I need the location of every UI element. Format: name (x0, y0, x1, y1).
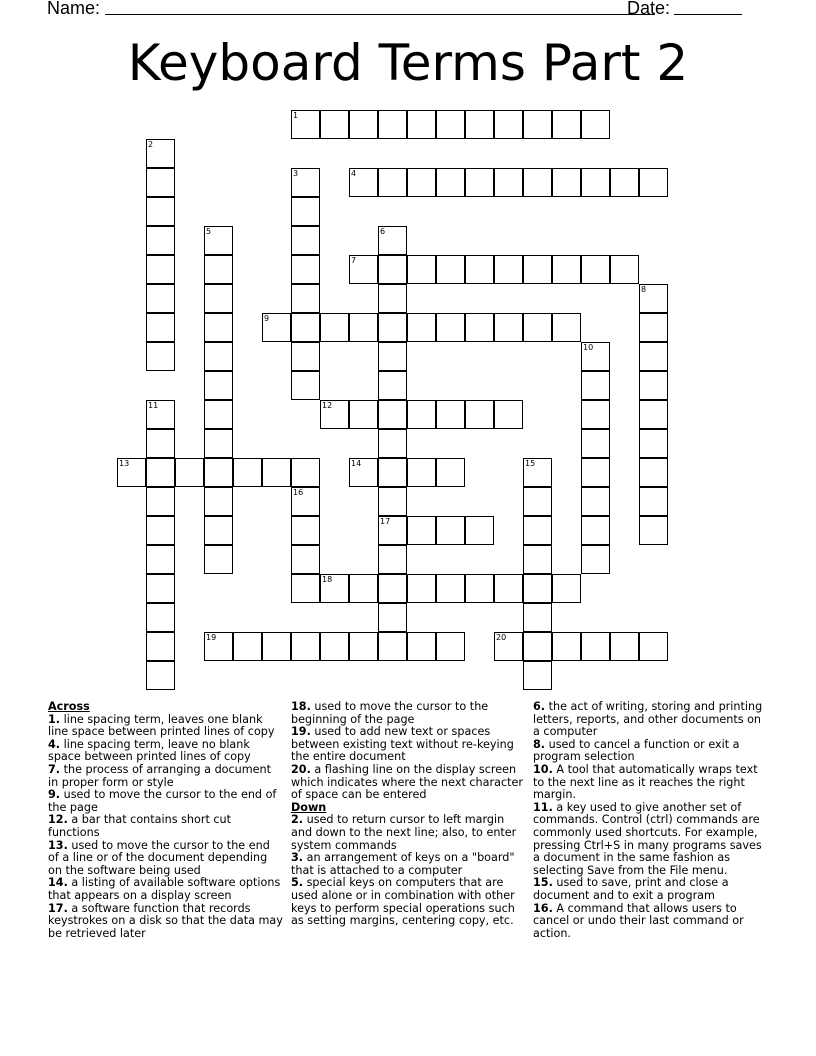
cell-number: 5 (206, 227, 212, 236)
grid-cell[interactable] (523, 603, 552, 632)
grid-cell[interactable] (320, 400, 349, 429)
clue-text: used to move the cursor to the end of a line or of the document depending on the software being used (48, 838, 270, 877)
grid-cell[interactable] (146, 168, 175, 197)
grid-cell[interactable] (349, 574, 378, 603)
clue-number: 1. (48, 712, 61, 726)
clue-number: 11. (533, 800, 553, 814)
clue-across-18 (291, 701, 527, 726)
cell-number: 9 (264, 314, 270, 323)
grid-cell[interactable] (146, 603, 175, 632)
grid-cell[interactable] (639, 168, 668, 197)
grid-cell[interactable] (639, 371, 668, 400)
grid-cell[interactable] (465, 313, 494, 342)
grid-cell[interactable] (117, 458, 146, 487)
grid-cell[interactable] (291, 632, 320, 661)
grid-cell[interactable] (204, 429, 233, 458)
name-label: Name: (47, 0, 101, 18)
grid-cell[interactable] (146, 284, 175, 313)
clue-down-11 (533, 802, 771, 878)
grid-cell[interactable] (552, 313, 581, 342)
cell-number: 1 (293, 111, 299, 120)
grid-cell[interactable] (291, 458, 320, 487)
grid-cell[interactable] (523, 516, 552, 545)
down-heading: Down (291, 800, 327, 814)
grid-cell[interactable] (146, 400, 175, 429)
grid-cell[interactable] (204, 458, 233, 487)
clues-column-3 (533, 701, 771, 940)
grid-cell[interactable] (378, 226, 407, 255)
grid-cell[interactable] (378, 574, 407, 603)
clue-number: 4. (48, 737, 61, 751)
clues-column-2 (291, 701, 527, 928)
grid-cell[interactable] (146, 226, 175, 255)
grid-cell[interactable] (204, 487, 233, 516)
cell-number: 13 (119, 459, 130, 468)
grid-cell[interactable] (581, 342, 610, 371)
grid-cell[interactable] (552, 110, 581, 139)
grid-cell[interactable] (523, 632, 552, 661)
grid-cell[interactable] (204, 284, 233, 313)
grid-cell[interactable] (349, 632, 378, 661)
cell-number: 10 (583, 343, 594, 352)
grid-cell[interactable] (378, 545, 407, 574)
grid-cell[interactable] (581, 487, 610, 516)
grid-cell[interactable] (349, 313, 378, 342)
clue-across-19 (291, 726, 527, 764)
grid-cell[interactable] (407, 458, 436, 487)
grid-cell[interactable] (581, 516, 610, 545)
grid-cell[interactable] (407, 632, 436, 661)
grid-cell[interactable] (494, 574, 523, 603)
clue-number: 15. (533, 876, 553, 890)
grid-cell[interactable] (523, 574, 552, 603)
clue-number: 3. (291, 851, 304, 865)
grid-cell[interactable] (581, 632, 610, 661)
grid-cell[interactable] (262, 313, 291, 342)
clue-number: 2. (291, 813, 304, 827)
grid-cell[interactable] (407, 110, 436, 139)
grid-cell[interactable] (581, 371, 610, 400)
grid-cell[interactable] (581, 458, 610, 487)
grid-cell[interactable] (407, 400, 436, 429)
clue-number: 13. (48, 838, 68, 852)
grid-cell[interactable] (436, 168, 465, 197)
grid-cell[interactable] (465, 110, 494, 139)
grid-cell[interactable] (610, 168, 639, 197)
clue-number: 16. (533, 901, 553, 915)
grid-cell[interactable] (639, 342, 668, 371)
grid-cell[interactable] (378, 371, 407, 400)
grid-cell[interactable] (610, 632, 639, 661)
cell-number: 8 (641, 285, 647, 294)
grid-cell[interactable] (291, 371, 320, 400)
cell-number: 11 (148, 401, 159, 410)
cell-number: 3 (293, 169, 299, 178)
cell-number: 7 (351, 256, 357, 265)
grid-cell[interactable] (407, 313, 436, 342)
grid-cell[interactable] (291, 516, 320, 545)
grid-cell[interactable] (262, 632, 291, 661)
clue-down-8 (533, 739, 771, 764)
clue-across-1 (48, 714, 283, 739)
grid-cell[interactable] (291, 110, 320, 139)
clues-column-1 (48, 701, 283, 940)
grid-cell[interactable] (204, 255, 233, 284)
cell-number: 16 (293, 488, 304, 497)
cell-number: 12 (322, 401, 333, 410)
cell-number: 15 (525, 459, 536, 468)
grid-cell[interactable] (378, 342, 407, 371)
grid-cell[interactable] (436, 313, 465, 342)
grid-cell[interactable] (639, 487, 668, 516)
grid-cell[interactable] (146, 197, 175, 226)
grid-cell[interactable] (320, 632, 349, 661)
grid-cell[interactable] (146, 458, 175, 487)
date-label: Date: (627, 0, 671, 18)
cell-number: 17 (380, 517, 391, 526)
grid-cell[interactable] (436, 110, 465, 139)
clue-number: 7. (48, 762, 61, 776)
grid-cell[interactable] (204, 516, 233, 545)
grid-cell[interactable] (407, 574, 436, 603)
grid-cell[interactable] (552, 574, 581, 603)
clue-number: 20. (291, 762, 311, 776)
grid-cell[interactable] (320, 110, 349, 139)
grid-cell[interactable] (291, 255, 320, 284)
grid-cell[interactable] (146, 313, 175, 342)
clue-down-15 (533, 877, 771, 902)
cell-number: 4 (351, 169, 357, 178)
clue-text: line spacing term, leave no blank space between printed lines of copy (48, 737, 251, 764)
clue-text: a software function that records keystrokes on a disk so that the data may be retrieved later (48, 901, 283, 940)
grid-cell[interactable] (146, 429, 175, 458)
grid-cell[interactable] (494, 400, 523, 429)
grid-cell[interactable] (204, 400, 233, 429)
grid-cell[interactable] (523, 110, 552, 139)
grid-cell[interactable] (494, 313, 523, 342)
grid-cell[interactable] (610, 255, 639, 284)
grid-cell[interactable] (146, 632, 175, 661)
grid-cell[interactable] (146, 545, 175, 574)
grid-cell[interactable] (436, 458, 465, 487)
clue-across-4 (48, 739, 283, 764)
grid-cell[interactable] (291, 342, 320, 371)
clue-across-20 (291, 764, 527, 802)
grid-cell[interactable] (378, 313, 407, 342)
grid-cell[interactable] (378, 487, 407, 516)
grid-cell[interactable] (204, 342, 233, 371)
grid-cell[interactable] (378, 255, 407, 284)
grid-cell[interactable] (378, 632, 407, 661)
grid-cell[interactable] (378, 110, 407, 139)
grid-cell[interactable] (378, 168, 407, 197)
cell-number: 19 (206, 633, 217, 642)
grid-cell[interactable] (349, 255, 378, 284)
clue-number: 5. (291, 876, 304, 890)
grid-cell[interactable] (320, 313, 349, 342)
grid-cell[interactable] (639, 313, 668, 342)
grid-cell[interactable] (204, 545, 233, 574)
clue-down-3 (291, 852, 527, 877)
grid-cell[interactable] (146, 516, 175, 545)
grid-cell[interactable] (349, 168, 378, 197)
grid-cell[interactable] (291, 197, 320, 226)
clue-text: an arrangement of keys on a "board" that is attached to a computer (291, 851, 515, 877)
grid-cell[interactable] (349, 458, 378, 487)
clue-down-6 (533, 701, 771, 739)
grid-cell[interactable] (233, 458, 262, 487)
grid-cell[interactable] (523, 168, 552, 197)
cell-number: 2 (148, 140, 154, 149)
grid-cell[interactable] (204, 371, 233, 400)
grid-cell[interactable] (639, 400, 668, 429)
grid-cell[interactable] (407, 168, 436, 197)
grid-cell[interactable] (523, 661, 552, 690)
grid-cell[interactable] (262, 458, 291, 487)
clue-across-13 (48, 840, 283, 878)
clue-text: used to add new text or spaces between existing text without re-keying the entire document (291, 725, 514, 764)
across-heading: Across (48, 700, 90, 713)
grid-cell[interactable] (523, 487, 552, 516)
grid-cell[interactable] (146, 487, 175, 516)
clue-text: line spacing term, leaves one blank line space between printed lines of copy (48, 712, 275, 739)
grid-cell[interactable] (436, 400, 465, 429)
clue-text: used to move the cursor to the beginning of the page (291, 700, 489, 726)
clue-text: a key used to give another set of commands. Control (ctrl) commands are commonly used shortcuts. For example, pressing Ctrl+S in many programs saves a document in the same fashion as selecting Save from the File menu. (533, 800, 762, 877)
grid-cell[interactable] (581, 168, 610, 197)
grid-cell[interactable] (349, 110, 378, 139)
grid-cell[interactable] (494, 168, 523, 197)
grid-cell[interactable] (465, 255, 494, 284)
grid-cell[interactable] (204, 226, 233, 255)
clue-text: a listing of available software options that appears on a display screen (48, 876, 281, 902)
grid-cell[interactable] (494, 110, 523, 139)
grid-cell[interactable] (552, 255, 581, 284)
grid-cell[interactable] (494, 632, 523, 661)
clue-number: 6. (533, 700, 546, 713)
grid-cell[interactable] (465, 574, 494, 603)
grid-cell[interactable] (407, 255, 436, 284)
grid-cell[interactable] (378, 603, 407, 632)
clue-number: 14. (48, 876, 68, 890)
grid-cell[interactable] (175, 458, 204, 487)
grid-cell[interactable] (581, 545, 610, 574)
grid-cell[interactable] (581, 429, 610, 458)
clue-across-12 (48, 814, 283, 839)
grid-cell[interactable] (378, 516, 407, 545)
cell-number: 20 (496, 633, 507, 642)
grid-cell[interactable] (523, 545, 552, 574)
grid-cell[interactable] (436, 255, 465, 284)
grid-cell[interactable] (378, 458, 407, 487)
grid-cell[interactable] (146, 342, 175, 371)
clue-number: 10. (533, 762, 553, 776)
clue-text: used to move the cursor to the end of the page (48, 788, 277, 814)
grid-cell[interactable] (436, 632, 465, 661)
clue-number: 9. (48, 788, 61, 802)
clue-down-10 (533, 764, 771, 802)
grid-cell[interactable] (378, 284, 407, 313)
clue-text: a bar that contains short cut functions (48, 813, 232, 839)
grid-cell[interactable] (291, 487, 320, 516)
clue-text: a flashing line on the display screen which indicates where the next character of space can be entered (291, 762, 523, 802)
grid-cell[interactable] (378, 400, 407, 429)
grid-cell[interactable] (639, 284, 668, 313)
clue-down-5 (291, 877, 527, 927)
grid-cell[interactable] (204, 313, 233, 342)
grid-cell[interactable] (581, 255, 610, 284)
grid-cell[interactable] (552, 168, 581, 197)
grid-cell[interactable] (494, 255, 523, 284)
grid-cell[interactable] (407, 516, 436, 545)
clue-text: A command that allows users to cancel or undo their last command or action. (533, 901, 744, 940)
cell-number: 6 (380, 227, 386, 236)
grid-cell[interactable] (436, 516, 465, 545)
grid-cell[interactable] (436, 574, 465, 603)
clue-text: the process of arranging a document in proper form or style (48, 762, 272, 789)
grid-cell[interactable] (146, 255, 175, 284)
clue-text: used to cancel a function or exit a program selection (533, 737, 740, 764)
clue-number: 18. (291, 700, 311, 713)
clue-number: 17. (48, 901, 68, 915)
clue-text: used to return cursor to left margin and down to the next line; also, to enter system commands (291, 813, 517, 852)
cell-number: 18 (322, 575, 333, 584)
grid-cell[interactable] (291, 284, 320, 313)
grid-cell[interactable] (146, 139, 175, 168)
clue-down-2 (291, 814, 527, 852)
grid-cell[interactable] (523, 313, 552, 342)
grid-cell[interactable] (552, 632, 581, 661)
clue-text: A tool that automatically wraps text to the next line as it reaches the right margin. (533, 762, 758, 802)
grid-cell[interactable] (291, 545, 320, 574)
cell-number: 14 (351, 459, 362, 468)
grid-cell[interactable] (639, 458, 668, 487)
grid-cell[interactable] (639, 632, 668, 661)
grid-cell[interactable] (581, 110, 610, 139)
grid-cell[interactable] (639, 516, 668, 545)
grid-cell[interactable] (523, 255, 552, 284)
clue-text: used to save, print and close a document and to exit a program (533, 876, 729, 902)
grid-cell[interactable] (146, 661, 175, 690)
grid-cell[interactable] (523, 458, 552, 487)
grid-cell[interactable] (204, 632, 233, 661)
page-title: Keyboard Terms Part 2 (127, 34, 689, 92)
grid-cell[interactable] (378, 429, 407, 458)
grid-cell[interactable] (465, 516, 494, 545)
grid-cell[interactable] (465, 168, 494, 197)
grid-cell[interactable] (146, 574, 175, 603)
grid-cell[interactable] (291, 168, 320, 197)
grid-cell[interactable] (349, 400, 378, 429)
grid-cell[interactable] (291, 226, 320, 255)
clue-number: 8. (533, 737, 546, 751)
grid-cell[interactable] (465, 400, 494, 429)
grid-cell[interactable] (291, 574, 320, 603)
grid-cell[interactable] (639, 429, 668, 458)
clue-across-14 (48, 877, 283, 902)
clue-across-17 (48, 903, 283, 941)
clue-across-7 (48, 764, 283, 789)
grid-cell[interactable] (291, 313, 320, 342)
grid-cell[interactable] (320, 574, 349, 603)
grid-cell[interactable] (581, 400, 610, 429)
clue-number: 12. (48, 813, 68, 827)
clue-down-16 (533, 903, 771, 941)
grid-cell[interactable] (233, 632, 262, 661)
clue-text: the act of writing, storing and printing letters, reports, and other documents on a computer (533, 700, 763, 739)
clue-text: special keys on computers that are used alone or in combination with other keys to perform special operations such as setting margins, centering copy, etc. (291, 876, 515, 928)
clue-number: 19. (291, 725, 311, 739)
clue-across-9 (48, 789, 283, 814)
